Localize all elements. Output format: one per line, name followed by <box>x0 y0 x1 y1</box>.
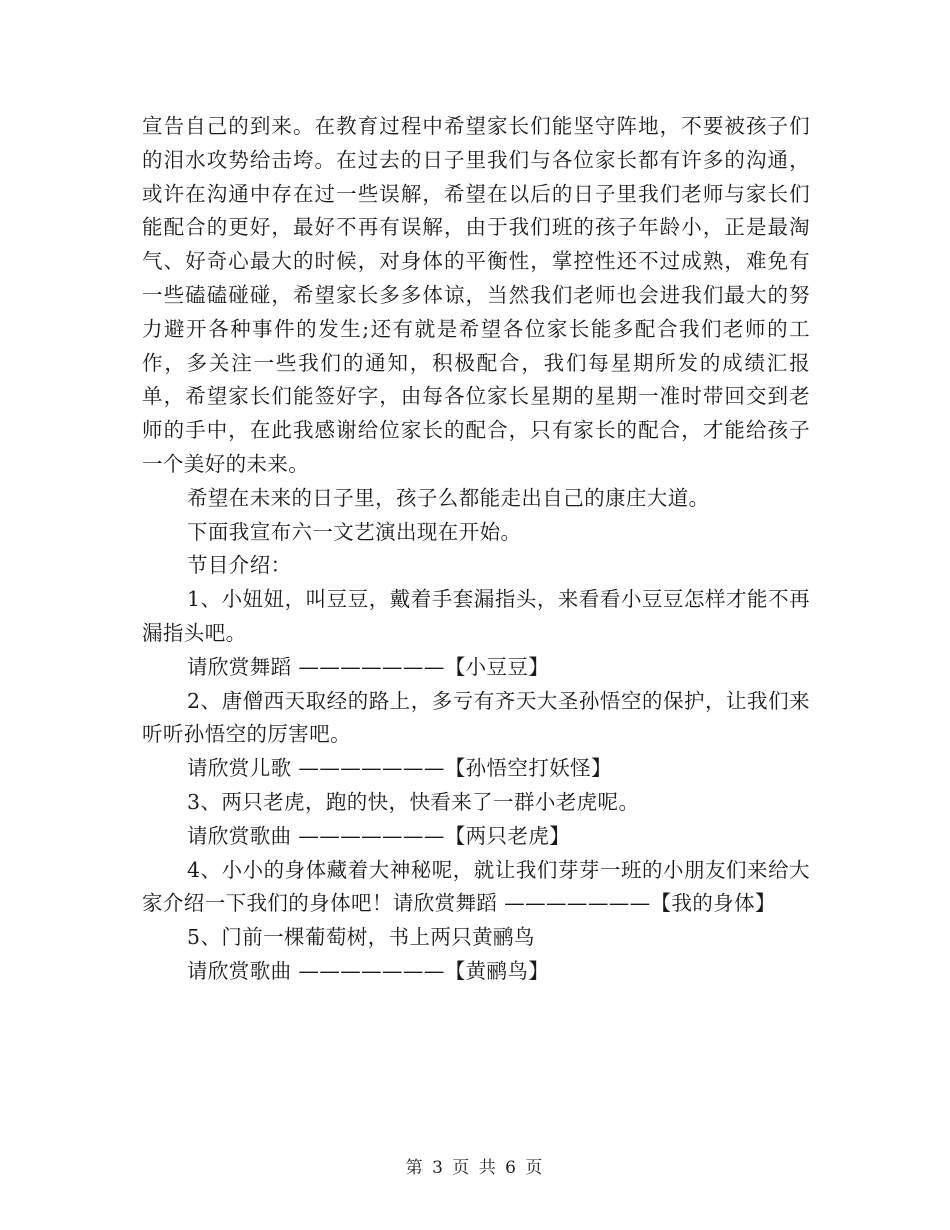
program-item-5: 5、门前一棵葡萄树，书上两只黄鹂鸟 <box>187 925 535 950</box>
page-number-footer: 第 3 页 共 6 页 <box>405 1158 545 1178</box>
paragraph-2: 希望在未来的日子里，孩子么都能走出自己的康庄大道。 <box>187 485 710 510</box>
program-item-5-title: 请欣赏歌曲 ———————【黄鹂鸟】 <box>187 958 550 983</box>
program-item-3-title: 请欣赏歌曲 ———————【两只老虎】 <box>187 823 571 848</box>
paragraph-1: 宣告自己的到来。在教育过程中希望家长们能坚守阵地，不要被孩子们的泪水攻势给击垮。在过去的日子里我们与各位家长都有许多的沟通，或许在沟通中存在过一些误解，希望在以后的日子里我们老师与家长们能配合的更好，最好不再有误解，由于我们班的孩子年龄小，正是最淘气、好奇心最大的时候，对身体的平衡性，掌控性还不过成熟，难免有一些磕磕碰碰，希望家长多多体谅，当然我们老师也会进我们最大的努力避开各种事件的发生;还有就是希望各位家长能多配合我们老师的工作，多关注一些我们的通知，积极配合，我们每星期所发的成绩汇报单，希望家长们能签好字，由每各位家长星期的星期一准时带回交到老师的手中，在此我感谢给位家长的配合，只有家长的配合，才能给孩子一个美好的未来。 <box>142 114 810 476</box>
program-item-4: 4、小小的身体藏着大神秘呢，就让我们芽芽一班的小朋友们来给大家介绍一下我们的身体吧！请欣赏舞蹈 ———————【我的身体】 <box>142 857 810 916</box>
program-item-2-title: 请欣赏儿歌 ———————【孙悟空打妖怪】 <box>187 756 612 781</box>
program-item-2: 2、唐僧西天取经的路上，多亏有齐天大圣孙悟空的保护，让我们来听听孙悟空的厉害吧。 <box>142 688 810 747</box>
document-body <box>142 110 810 989</box>
paragraph-3: 下面我宣布六一文艺演出现在开始。 <box>187 519 522 544</box>
program-intro-heading: 节目介绍： <box>187 553 292 578</box>
program-item-3: 3、两只老虎，跑的快，快看来了一群小老虎呢。 <box>187 789 640 814</box>
program-item-1: 1、小妞妞，叫豆豆，戴着手套漏指头，来看看小豆豆怎样才能不再漏指头吧。 <box>142 587 810 645</box>
program-item-1-title: 请欣赏舞蹈 ———————【小豆豆】 <box>187 654 550 679</box>
